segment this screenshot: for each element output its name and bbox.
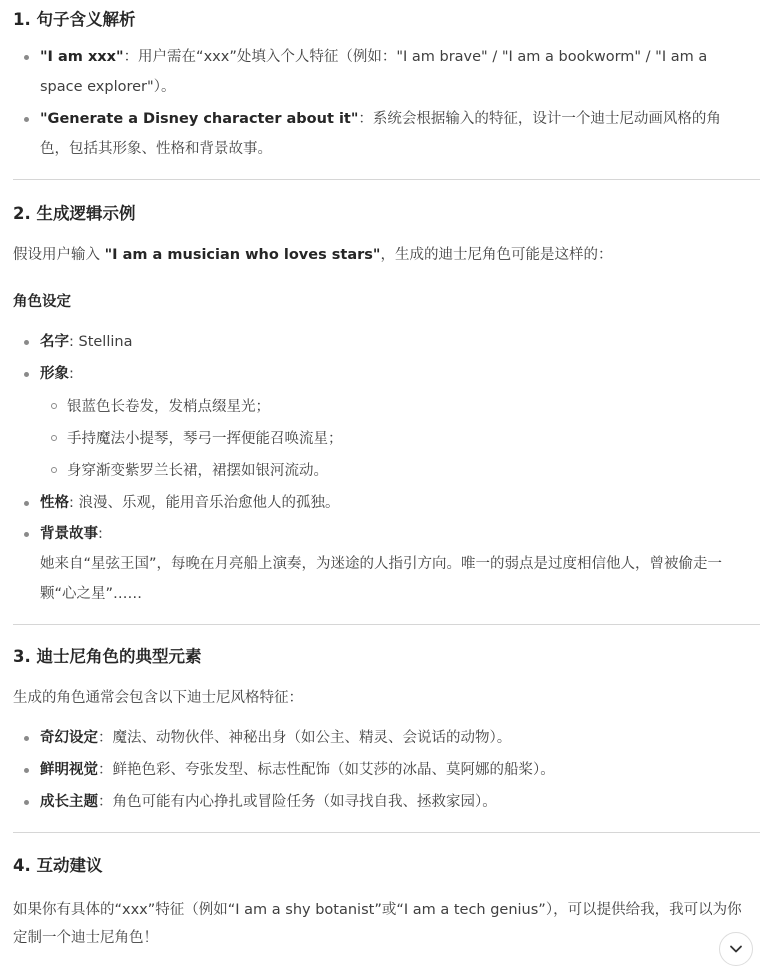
section-3-intro: 生成的角色通常会包含以下迪士尼风格特征： [13, 690, 303, 706]
section-2-intro: 假设用户输入 "I am a musician who loves stars"，生成的迪士尼角色可能是这样的： [13, 247, 613, 263]
list-item [13, 104, 748, 164]
item-text: ：用户需在“xxx”处填入个人特征（例如："I am brave" / "I am a bookworm" / "I am a space explorer"）。 [40, 49, 708, 95]
list-item: 背景故事: 她来自“星弦王国”，每晚在月亮船上演奏，为迷途的人指引方向。唯一的弱点是过度相信他人，曾被偷走一颗“心之星”…… [13, 519, 748, 609]
list-item: 奇幻设定：魔法、动物伙伴、神秘出身（如公主、精灵、会说话的动物）。 [13, 723, 751, 753]
section-1-list [13, 42, 751, 164]
list-item: 鲜明视觉：鲜艳色彩、夸张发型、标志性配饰（如艾莎的冰晶、莫阿娜的船桨）。 [13, 755, 751, 785]
sub-list-item: 身穿渐变紫罗兰长裙，裙摆如银河流动。 [13, 456, 751, 486]
list-item: 成长主题：角色可能有内心挣扎或冒险任务（如寻找自我、拯救家园）。 [13, 787, 751, 817]
list-item [13, 42, 748, 102]
chevron-down-icon [729, 942, 743, 956]
item-term: "Generate a Disney character about it" [40, 111, 359, 127]
background-text: 她来自“星弦王国”，每晚在月亮船上演奏，为迷途的人指引方向。唯一的弱点是过度相信他人，曾被偷走一颗“心之星”…… [40, 556, 723, 602]
item-term: 名字 [40, 334, 69, 350]
item-term: 奇幻设定 [40, 730, 98, 746]
item-term: 性格 [40, 495, 69, 511]
divider [13, 832, 760, 833]
list-item: 名字: Stellina [13, 327, 751, 357]
section-4-text: 如果你有具体的“xxx”特征（例如“I am a shy botanist”或“I am a tech genius”），可以提供给我，我可以为你定制一个迪士尼角色！ [13, 902, 742, 946]
item-term: 成长主题 [40, 794, 98, 810]
example-input: "I am a musician who loves stars" [104, 247, 381, 263]
item-term: 背景故事 [40, 526, 98, 542]
section-1 [13, 8, 760, 164]
section-3 [13, 645, 760, 817]
character-list [13, 327, 751, 609]
item-text: ：系统会根据输入的特征，设计一个迪士尼动画风格的角色，包括其形象、性格和背景故事。 [40, 111, 721, 157]
section-4-title: 4. 互动建议 [13, 856, 103, 875]
divider [13, 179, 760, 180]
divider [13, 624, 760, 625]
section-2-title: 2. 生成逻辑示例 [13, 204, 136, 223]
section-4 [13, 854, 760, 952]
list-item: 形象: [13, 359, 751, 389]
sub-list-item: 手持魔法小提琴，琴弓一挥便能召唤流星； [13, 424, 751, 454]
item-term: 鲜明视觉 [40, 762, 98, 778]
section-3-title: 3. 迪士尼角色的典型元素 [13, 647, 202, 666]
section-3-list [13, 723, 751, 817]
item-term: 形象 [40, 366, 69, 382]
section-1-title: 1. 句子含义解析 [13, 10, 136, 29]
list-item: 性格: 浪漫、乐观，能用音乐治愈他人的孤独。 [13, 488, 751, 518]
character-subheading: 角色设定 [13, 294, 71, 310]
sub-list-item: 银蓝色长卷发，发梢点缀星光； [13, 392, 751, 422]
section-2 [13, 202, 760, 609]
scroll-down-button[interactable] [719, 932, 753, 966]
item-term: "I am xxx" [40, 49, 124, 65]
